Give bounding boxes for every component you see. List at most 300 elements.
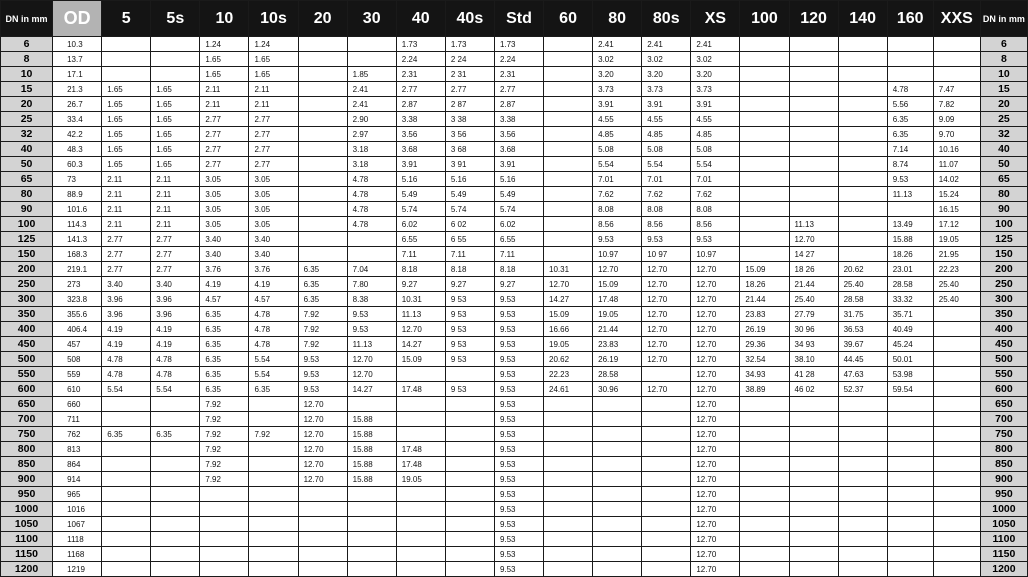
wall-thickness-cell: 2.87 <box>396 97 445 112</box>
wall-thickness-cell: 4.78 <box>151 352 200 367</box>
wall-thickness-cell <box>593 487 642 502</box>
dn-cell-left: 40 <box>1 142 53 157</box>
wall-thickness-cell: 7.62 <box>642 187 691 202</box>
dn-cell-left: 300 <box>1 292 53 307</box>
table-row <box>1 202 1028 217</box>
wall-thickness-cell <box>593 562 642 577</box>
wall-thickness-cell: 4.19 <box>102 337 151 352</box>
od-cell: 168.3 <box>53 247 102 262</box>
table-row <box>1 262 1028 277</box>
wall-thickness-cell <box>642 427 691 442</box>
dn-cell-left: 650 <box>1 397 53 412</box>
wall-thickness-cell <box>933 337 980 352</box>
wall-thickness-cell: 3 68 <box>445 142 494 157</box>
wall-thickness-cell <box>544 97 593 112</box>
wall-thickness-cell: 53.98 <box>887 367 933 382</box>
wall-thickness-cell: 12.70 <box>691 262 740 277</box>
wall-thickness-cell <box>396 502 445 517</box>
dn-cell-left: 600 <box>1 382 53 397</box>
dn-cell-right: 80 <box>980 187 1027 202</box>
wall-thickness-cell <box>249 487 298 502</box>
wall-thickness-cell <box>789 157 838 172</box>
od-cell: 114.3 <box>53 217 102 232</box>
dn-cell-right: 700 <box>980 412 1027 427</box>
dn-cell-right: 200 <box>980 262 1027 277</box>
wall-thickness-cell: 5.49 <box>445 187 494 202</box>
od-cell: 273 <box>53 277 102 292</box>
wall-thickness-cell: 9.53 <box>494 427 543 442</box>
wall-thickness-cell: 41 28 <box>789 367 838 382</box>
wall-thickness-cell: 12.70 <box>298 472 347 487</box>
wall-thickness-cell <box>838 532 887 547</box>
wall-thickness-cell <box>887 202 933 217</box>
table-header <box>1 1 1028 37</box>
wall-thickness-cell: 2.77 <box>200 142 249 157</box>
wall-thickness-cell <box>838 127 887 142</box>
wall-thickness-cell <box>200 517 249 532</box>
table-row <box>1 187 1028 202</box>
wall-thickness-cell <box>642 547 691 562</box>
schedule-header: 80s <box>642 1 691 37</box>
table-row <box>1 142 1028 157</box>
wall-thickness-cell <box>102 472 151 487</box>
wall-thickness-cell: 30 96 <box>789 322 838 337</box>
wall-thickness-cell: 9.70 <box>933 127 980 142</box>
wall-thickness-cell <box>347 562 396 577</box>
od-cell: 21.3 <box>53 82 102 97</box>
wall-thickness-cell: 5.16 <box>445 172 494 187</box>
wall-thickness-cell <box>298 517 347 532</box>
wall-thickness-cell: 11.13 <box>789 217 838 232</box>
wall-thickness-cell <box>544 562 593 577</box>
wall-thickness-cell: 7.47 <box>933 82 980 97</box>
wall-thickness-cell: 2.31 <box>494 67 543 82</box>
wall-thickness-cell <box>298 172 347 187</box>
dn-cell-right: 1000 <box>980 502 1027 517</box>
wall-thickness-cell <box>740 172 789 187</box>
wall-thickness-cell <box>642 412 691 427</box>
wall-thickness-cell: 6.55 <box>494 232 543 247</box>
schedule-header: 140 <box>838 1 887 37</box>
wall-thickness-cell <box>789 67 838 82</box>
wall-thickness-cell: 19.05 <box>396 472 445 487</box>
wall-thickness-cell: 8.56 <box>691 217 740 232</box>
dn-cell-left: 10 <box>1 67 53 82</box>
wall-thickness-cell: 8.08 <box>593 202 642 217</box>
wall-thickness-cell: 19.05 <box>593 307 642 322</box>
wall-thickness-cell <box>933 352 980 367</box>
wall-thickness-cell: 12.70 <box>691 352 740 367</box>
wall-thickness-cell: 7.11 <box>396 247 445 262</box>
wall-thickness-cell: 9.53 <box>347 322 396 337</box>
wall-thickness-cell: 29.36 <box>740 337 789 352</box>
wall-thickness-cell <box>740 67 789 82</box>
wall-thickness-cell <box>544 547 593 562</box>
wall-thickness-cell <box>838 232 887 247</box>
wall-thickness-cell <box>642 502 691 517</box>
schedule-header: 5 <box>102 1 151 37</box>
od-cell: 13.7 <box>53 52 102 67</box>
wall-thickness-cell: 6.55 <box>396 232 445 247</box>
wall-thickness-cell: 3.96 <box>151 307 200 322</box>
dn-cell-left: 1200 <box>1 562 53 577</box>
wall-thickness-cell: 2.77 <box>249 112 298 127</box>
od-cell: 406.4 <box>53 322 102 337</box>
wall-thickness-cell: 7.92 <box>298 322 347 337</box>
wall-thickness-cell: 4.57 <box>200 292 249 307</box>
wall-thickness-cell: 12.70 <box>691 442 740 457</box>
wall-thickness-cell <box>838 427 887 442</box>
wall-thickness-cell: 9.53 <box>298 367 347 382</box>
wall-thickness-cell: 7.01 <box>642 172 691 187</box>
wall-thickness-cell: 2.11 <box>249 82 298 97</box>
wall-thickness-cell: 15.88 <box>347 427 396 442</box>
wall-thickness-cell: 2.77 <box>494 82 543 97</box>
wall-thickness-cell <box>789 127 838 142</box>
table-row <box>1 217 1028 232</box>
wall-thickness-cell <box>933 547 980 562</box>
wall-thickness-cell <box>445 427 494 442</box>
wall-thickness-cell: 5.49 <box>396 187 445 202</box>
wall-thickness-cell <box>642 517 691 532</box>
wall-thickness-cell: 8.74 <box>887 157 933 172</box>
wall-thickness-cell: 15.88 <box>347 472 396 487</box>
od-cell: 1067 <box>53 517 102 532</box>
wall-thickness-cell: 12.70 <box>691 382 740 397</box>
wall-thickness-cell <box>933 487 980 502</box>
wall-thickness-cell <box>933 517 980 532</box>
wall-thickness-cell: 3.91 <box>494 157 543 172</box>
wall-thickness-cell <box>789 187 838 202</box>
wall-thickness-cell <box>789 502 838 517</box>
wall-thickness-cell <box>298 217 347 232</box>
wall-thickness-cell: 9 53 <box>445 307 494 322</box>
wall-thickness-cell: 9.53 <box>494 502 543 517</box>
schedule-header: 5s <box>151 1 200 37</box>
wall-thickness-cell: 12.70 <box>298 457 347 472</box>
wall-thickness-cell: 3.05 <box>249 172 298 187</box>
dn-cell-right: 650 <box>980 397 1027 412</box>
wall-thickness-cell: 30.96 <box>593 382 642 397</box>
wall-thickness-cell <box>249 397 298 412</box>
wall-thickness-cell: 3.73 <box>593 82 642 97</box>
wall-thickness-cell: 3.05 <box>249 187 298 202</box>
wall-thickness-cell <box>933 427 980 442</box>
wall-thickness-cell: 3.18 <box>347 157 396 172</box>
wall-thickness-cell: 14.27 <box>347 382 396 397</box>
wall-thickness-cell <box>740 472 789 487</box>
wall-thickness-cell <box>933 502 980 517</box>
wall-thickness-cell <box>933 442 980 457</box>
od-cell: 1168 <box>53 547 102 562</box>
wall-thickness-cell <box>740 457 789 472</box>
wall-thickness-cell <box>740 487 789 502</box>
wall-thickness-cell: 2.11 <box>151 172 200 187</box>
wall-thickness-cell: 9.27 <box>445 277 494 292</box>
wall-thickness-cell: 26.19 <box>740 322 789 337</box>
wall-thickness-cell <box>298 187 347 202</box>
wall-thickness-cell <box>298 562 347 577</box>
wall-thickness-cell <box>740 412 789 427</box>
wall-thickness-cell <box>102 562 151 577</box>
wall-thickness-cell: 12.70 <box>642 352 691 367</box>
wall-thickness-cell <box>933 367 980 382</box>
wall-thickness-cell: 7.92 <box>200 427 249 442</box>
wall-thickness-cell: 10 97 <box>642 247 691 262</box>
wall-thickness-cell: 1.65 <box>200 52 249 67</box>
wall-thickness-cell <box>544 112 593 127</box>
wall-thickness-cell <box>933 52 980 67</box>
wall-thickness-cell <box>298 112 347 127</box>
wall-thickness-cell <box>544 67 593 82</box>
wall-thickness-cell: 3.40 <box>200 232 249 247</box>
wall-thickness-cell <box>838 157 887 172</box>
wall-thickness-cell: 15.88 <box>347 412 396 427</box>
wall-thickness-cell: 3.05 <box>249 202 298 217</box>
wall-thickness-cell: 4.19 <box>249 277 298 292</box>
wall-thickness-cell: 9 53 <box>445 352 494 367</box>
wall-thickness-cell: 1.65 <box>249 67 298 82</box>
table-row <box>1 292 1028 307</box>
dn-cell-right: 150 <box>980 247 1027 262</box>
wall-thickness-cell: 33.32 <box>887 292 933 307</box>
wall-thickness-cell: 3.91 <box>593 97 642 112</box>
wall-thickness-cell: 19.05 <box>544 337 593 352</box>
dn-cell-left: 750 <box>1 427 53 442</box>
wall-thickness-cell <box>151 37 200 52</box>
wall-thickness-cell: 18.26 <box>887 247 933 262</box>
dn-cell-right: 400 <box>980 322 1027 337</box>
wall-thickness-cell: 1.65 <box>102 157 151 172</box>
wall-thickness-cell: 12.70 <box>642 307 691 322</box>
dn-cell-left: 950 <box>1 487 53 502</box>
wall-thickness-cell: 19.05 <box>933 232 980 247</box>
dn-cell-left: 90 <box>1 202 53 217</box>
wall-thickness-cell <box>740 532 789 547</box>
wall-thickness-cell: 47.63 <box>838 367 887 382</box>
wall-thickness-cell: 23.01 <box>887 262 933 277</box>
wall-thickness-cell: 8.18 <box>494 262 543 277</box>
wall-thickness-cell: 2.11 <box>151 202 200 217</box>
wall-thickness-cell: 9.53 <box>494 412 543 427</box>
wall-thickness-cell <box>887 487 933 502</box>
wall-thickness-cell: 5.08 <box>593 142 642 157</box>
wall-thickness-cell: 9.53 <box>494 532 543 547</box>
wall-thickness-cell: 12.70 <box>691 292 740 307</box>
wall-thickness-cell: 3.40 <box>102 277 151 292</box>
wall-thickness-cell <box>789 52 838 67</box>
wall-thickness-cell <box>887 442 933 457</box>
wall-thickness-cell <box>544 472 593 487</box>
schedule-header: 120 <box>789 1 838 37</box>
wall-thickness-cell: 3.76 <box>200 262 249 277</box>
od-cell: 914 <box>53 472 102 487</box>
wall-thickness-cell: 5.16 <box>396 172 445 187</box>
wall-thickness-cell <box>838 172 887 187</box>
wall-thickness-cell: 6.35 <box>200 352 249 367</box>
wall-thickness-cell: 1.65 <box>200 67 249 82</box>
wall-thickness-cell: 2.77 <box>249 127 298 142</box>
wall-thickness-cell <box>347 37 396 52</box>
wall-thickness-cell: 2.77 <box>200 112 249 127</box>
dn-cell-left: 6 <box>1 37 53 52</box>
dn-cell-left: 700 <box>1 412 53 427</box>
wall-thickness-cell: 24.61 <box>544 382 593 397</box>
od-cell: 219.1 <box>53 262 102 277</box>
dn-cell-right: 25 <box>980 112 1027 127</box>
wall-thickness-cell <box>887 562 933 577</box>
wall-thickness-cell <box>445 487 494 502</box>
wall-thickness-cell: 4.55 <box>642 112 691 127</box>
wall-thickness-cell <box>789 487 838 502</box>
wall-thickness-cell <box>544 487 593 502</box>
wall-thickness-cell <box>102 502 151 517</box>
wall-thickness-cell: 2.77 <box>102 247 151 262</box>
wall-thickness-cell: 22.23 <box>544 367 593 382</box>
wall-thickness-cell <box>151 487 200 502</box>
wall-thickness-cell: 2.87 <box>494 97 543 112</box>
wall-thickness-cell: 5.49 <box>494 187 543 202</box>
wall-thickness-cell <box>249 517 298 532</box>
wall-thickness-cell: 3.38 <box>494 112 543 127</box>
wall-thickness-cell <box>740 502 789 517</box>
wall-thickness-cell: 1.24 <box>249 37 298 52</box>
od-cell: 48.3 <box>53 142 102 157</box>
wall-thickness-cell <box>445 517 494 532</box>
wall-thickness-cell: 4.78 <box>102 352 151 367</box>
wall-thickness-cell: 1.65 <box>151 112 200 127</box>
wall-thickness-cell: 5.74 <box>396 202 445 217</box>
wall-thickness-cell: 18.26 <box>740 277 789 292</box>
wall-thickness-cell: 11.13 <box>347 337 396 352</box>
wall-thickness-cell: 9.53 <box>494 292 543 307</box>
wall-thickness-cell <box>838 202 887 217</box>
wall-thickness-cell: 12.70 <box>691 322 740 337</box>
dn-cell-right: 8 <box>980 52 1027 67</box>
wall-thickness-cell: 46 02 <box>789 382 838 397</box>
wall-thickness-cell <box>887 532 933 547</box>
wall-thickness-cell: 12.70 <box>642 262 691 277</box>
od-cell: 457 <box>53 337 102 352</box>
wall-thickness-cell <box>740 127 789 142</box>
wall-thickness-cell <box>887 427 933 442</box>
od-cell: 1219 <box>53 562 102 577</box>
od-cell: 813 <box>53 442 102 457</box>
dn-cell-left: 50 <box>1 157 53 172</box>
wall-thickness-cell: 7.92 <box>200 397 249 412</box>
wall-thickness-cell: 59.54 <box>887 382 933 397</box>
wall-thickness-cell <box>740 217 789 232</box>
wall-thickness-cell: 12.70 <box>593 262 642 277</box>
wall-thickness-cell: 12.70 <box>691 487 740 502</box>
wall-thickness-cell: 36.53 <box>838 322 887 337</box>
wall-thickness-cell <box>544 247 593 262</box>
wall-thickness-cell: 3.56 <box>396 127 445 142</box>
wall-thickness-cell: 35.71 <box>887 307 933 322</box>
od-cell: 17.1 <box>53 67 102 82</box>
wall-thickness-cell <box>740 52 789 67</box>
wall-thickness-cell <box>887 37 933 52</box>
wall-thickness-cell <box>740 202 789 217</box>
wall-thickness-cell <box>544 397 593 412</box>
wall-thickness-cell <box>933 562 980 577</box>
wall-thickness-cell <box>396 412 445 427</box>
wall-thickness-cell <box>298 232 347 247</box>
dn-cell-right: 100 <box>980 217 1027 232</box>
wall-thickness-cell <box>642 457 691 472</box>
wall-thickness-cell <box>102 37 151 52</box>
wall-thickness-cell <box>740 37 789 52</box>
wall-thickness-cell <box>642 562 691 577</box>
wall-thickness-cell: 9.53 <box>494 457 543 472</box>
wall-thickness-cell <box>102 517 151 532</box>
wall-thickness-cell: 9.53 <box>494 472 543 487</box>
wall-thickness-cell: 5.16 <box>494 172 543 187</box>
wall-thickness-cell: 2.41 <box>347 82 396 97</box>
wall-thickness-cell <box>593 412 642 427</box>
wall-thickness-cell: 14.02 <box>933 172 980 187</box>
table-row <box>1 157 1028 172</box>
wall-thickness-cell: 12.70 <box>789 232 838 247</box>
wall-thickness-cell: 12.70 <box>642 337 691 352</box>
wall-thickness-cell: 15.09 <box>740 262 789 277</box>
wall-thickness-cell <box>298 502 347 517</box>
wall-thickness-cell <box>298 67 347 82</box>
wall-thickness-cell: 2.11 <box>102 202 151 217</box>
wall-thickness-cell: 6 55 <box>445 232 494 247</box>
wall-thickness-cell <box>249 472 298 487</box>
wall-thickness-cell <box>838 442 887 457</box>
wall-thickness-cell <box>887 52 933 67</box>
table-row <box>1 457 1028 472</box>
wall-thickness-cell <box>249 547 298 562</box>
wall-thickness-cell: 50.01 <box>887 352 933 367</box>
wall-thickness-cell: 9 53 <box>445 382 494 397</box>
wall-thickness-cell <box>789 547 838 562</box>
wall-thickness-cell: 4.19 <box>151 322 200 337</box>
wall-thickness-cell <box>544 412 593 427</box>
wall-thickness-cell: 3.40 <box>200 247 249 262</box>
wall-thickness-cell <box>298 247 347 262</box>
wall-thickness-cell <box>151 472 200 487</box>
wall-thickness-cell: 1.73 <box>494 37 543 52</box>
wall-thickness-cell: 2.77 <box>445 82 494 97</box>
dn-cell-right: 800 <box>980 442 1027 457</box>
table-row <box>1 352 1028 367</box>
table-row <box>1 337 1028 352</box>
dn-cell-right: 32 <box>980 127 1027 142</box>
wall-thickness-cell: 23.83 <box>740 307 789 322</box>
schedule-header: 60 <box>544 1 593 37</box>
wall-thickness-cell: 3.40 <box>151 277 200 292</box>
wall-thickness-cell: 3.73 <box>642 82 691 97</box>
wall-thickness-cell <box>933 37 980 52</box>
wall-thickness-cell: 6.35 <box>298 262 347 277</box>
dn-cell-left: 500 <box>1 352 53 367</box>
od-cell: 355.6 <box>53 307 102 322</box>
wall-thickness-cell: 8.08 <box>642 202 691 217</box>
schedule-header: 20 <box>298 1 347 37</box>
wall-thickness-cell: 1.85 <box>347 67 396 82</box>
dn-cell-left: 32 <box>1 127 53 142</box>
od-header: OD <box>53 1 102 37</box>
wall-thickness-cell: 8.08 <box>691 202 740 217</box>
wall-thickness-cell: 5.08 <box>642 142 691 157</box>
wall-thickness-cell: 15.09 <box>396 352 445 367</box>
wall-thickness-cell: 4.85 <box>642 127 691 142</box>
wall-thickness-cell: 4.78 <box>347 187 396 202</box>
wall-thickness-cell: 9.53 <box>494 352 543 367</box>
